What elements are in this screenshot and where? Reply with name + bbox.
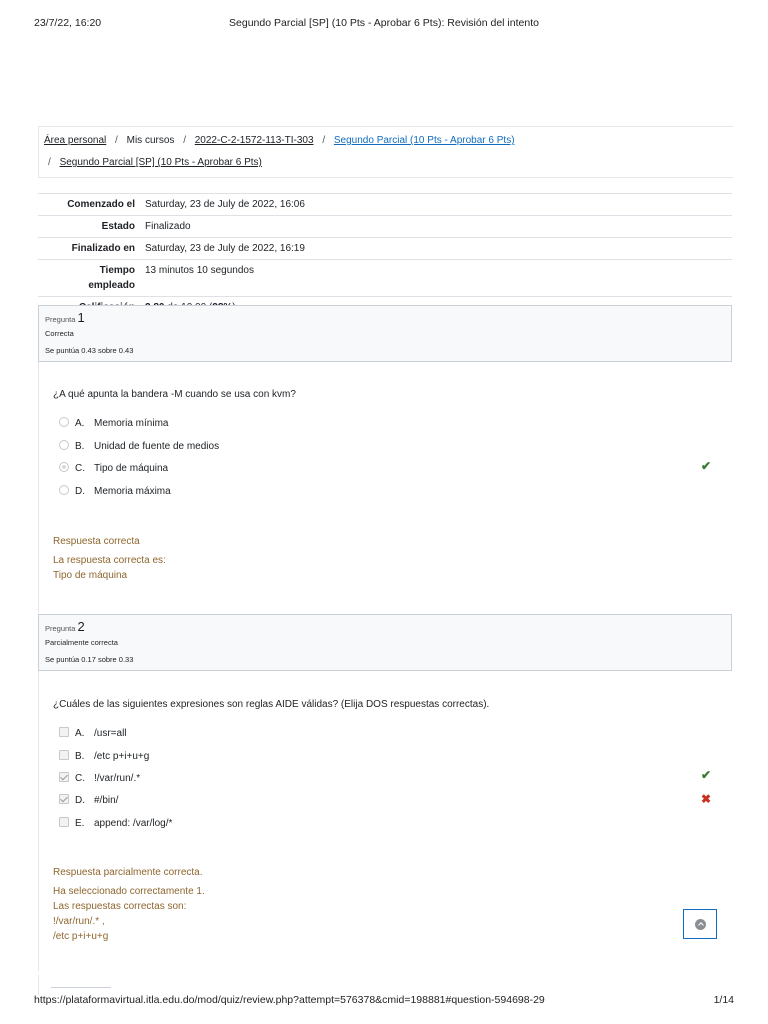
summary-value: 13 minutos 10 segundos [141,260,732,297]
summary-row-finished [38,238,732,260]
summary-value: Saturday, 23 de July de 2022, 16:19 [141,238,732,260]
breadcrumb-separator: / [322,135,326,146]
question-2-content [38,671,733,971]
breadcrumb-section[interactable]: Segundo Parcial (10 Pts - Aprobar 6 Pts) [333,135,515,146]
feedback-right-answer [53,884,205,944]
feedback-line: Ha seleccionado correctamente 1. [53,886,205,897]
answer-option-e[interactable] [59,816,172,832]
check-icon: ✔ [701,459,712,473]
option-letter: B. [75,751,85,762]
checkbox[interactable] [59,727,69,737]
option-letter: E. [75,818,85,829]
question-1-content [38,362,733,612]
option-letter: C. [75,463,85,474]
question-state: Correcta [45,329,74,338]
checkbox-checked[interactable] [59,794,69,804]
summary-row-state [38,216,732,238]
print-page-number: 1/14 [713,994,734,1006]
summary-row-started [38,194,732,216]
checkbox[interactable] [59,817,69,827]
radio-button-selected[interactable] [59,462,69,472]
answer-option-b[interactable] [59,749,149,765]
chevron-up-icon [695,919,706,930]
breadcrumb-separator: / [48,157,51,168]
print-timestamp: 23/7/22, 16:20 [34,17,102,29]
question-3-info-partial [38,975,733,995]
option-letter: A. [75,418,85,429]
summary-label: Comenzado el [38,194,141,216]
question-prefix: Pregunta [45,315,76,324]
feedback-right-answer [53,553,166,583]
option-text: #/bin/ [94,795,119,806]
feedback-line: !/var/run/.* , [53,916,105,927]
answer-option-b[interactable] [59,439,219,455]
print-url: https://plataformavirtual.itla.edu.do/mod/quiz/review.php?attempt=576378&cmid=198881#question-594698-29 [34,994,545,1006]
question-grade: Se puntúa 0.17 sobre 0.33 [45,655,134,664]
attempt-summary-table [38,193,732,319]
summary-row-time-taken [38,260,732,297]
breadcrumb-mis-cursos: Mis cursos [126,135,175,146]
option-letter: B. [75,441,85,452]
feedback-title: Respuesta parcialmente correcta. [53,867,203,878]
radio-button[interactable] [59,417,69,427]
summary-label: Finalizado en [38,238,141,260]
option-text: Unidad de fuente de medios [94,441,220,452]
option-text: append: /var/log/* [94,818,173,829]
breadcrumb-course[interactable]: 2022-C-2-1572-113-TI-303 [194,135,314,146]
radio-button[interactable] [59,485,69,495]
answer-option-c[interactable] [59,461,168,477]
feedback-title: Respuesta correcta [53,536,140,547]
question-number: 2 [77,619,85,634]
checkbox-checked[interactable] [59,772,69,782]
answer-option-d[interactable] [59,484,171,500]
summary-label: Tiempo empleado [88,265,135,291]
feedback-line: Las respuestas correctas son: [53,901,187,912]
answer-option-d[interactable] [59,793,118,809]
option-letter: D. [75,795,85,806]
question-1-info [38,305,732,362]
option-text: Tipo de máquina [94,463,169,474]
checkbox[interactable] [59,750,69,760]
answer-option-c[interactable] [59,771,140,787]
breadcrumb-quiz[interactable]: Segundo Parcial [SP] (10 Pts - Aprobar 6 Pts) [59,157,262,168]
option-text: Memoria máxima [94,486,171,497]
feedback-line: La respuesta correcta es: [53,555,166,566]
print-title: Segundo Parcial [SP] (10 Pts - Aprobar 6 Pts): Revisión del intento [229,17,539,29]
option-text: /usr=all [94,728,127,739]
summary-label: Estado [38,216,141,238]
radio-button[interactable] [59,440,69,450]
question-2-info [38,614,732,671]
option-text: Memoria mínima [94,418,169,429]
question-number: 1 [77,310,85,325]
answer-option-a[interactable] [59,416,168,432]
question-prefix: Pregunta [45,624,76,633]
divider [51,987,111,988]
question-state: Parcialmente correcta [45,638,118,647]
scroll-to-top-button[interactable] [683,909,717,939]
question-text: ¿A qué apunta la bandera -M cuando se usa con kvm? [53,389,296,400]
check-icon: ✔ [701,768,712,782]
cross-icon: ✖ [701,792,712,806]
answer-option-a[interactable] [59,726,127,742]
summary-value: Saturday, 23 de July de 2022, 16:06 [141,194,732,216]
summary-value: Finalizado [141,216,732,238]
question-grade: Se puntúa 0.43 sobre 0.43 [45,346,134,355]
breadcrumb [38,126,733,178]
breadcrumb-area-personal[interactable]: Área personal [44,135,107,146]
option-text: /etc p+i+u+g [94,751,150,762]
feedback-line: Tipo de máquina [53,570,128,581]
option-letter: C. [75,773,85,784]
option-letter: D. [75,486,85,497]
option-text: !/var/run/.* [94,773,141,784]
feedback-line: /etc p+i+u+g [53,931,109,942]
breadcrumb-separator: / [115,135,118,146]
question-text: ¿Cuáles de las siguientes expresiones son reglas AIDE válidas? (Elija DOS respuestas correctas). [53,699,490,710]
option-letter: A. [75,728,85,739]
breadcrumb-separator: / [183,135,186,146]
